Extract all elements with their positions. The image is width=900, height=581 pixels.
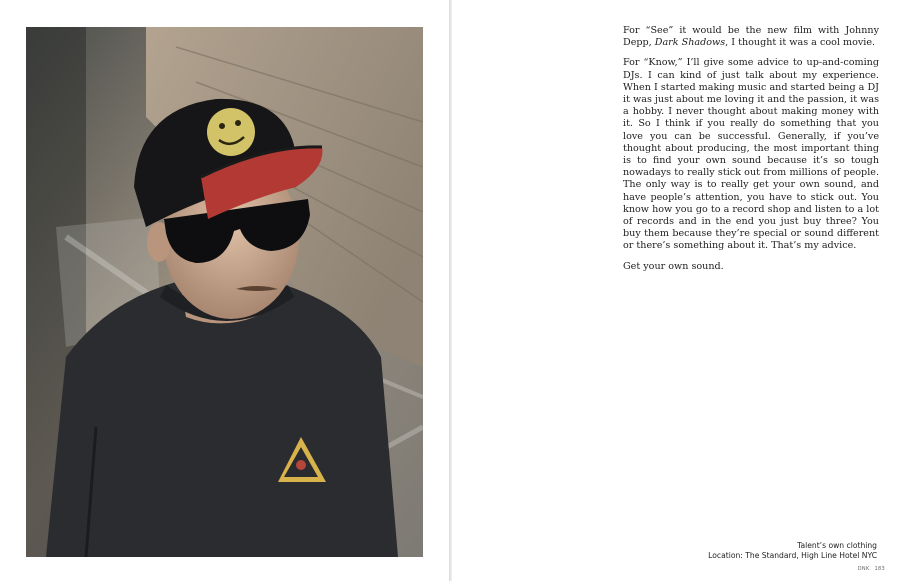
left-page [0,0,449,581]
credit-clothing: Talent’s own clothing [797,541,877,550]
film-title: Dark Shadows [654,37,726,49]
article-paragraph-see [623,25,879,49]
credit-location: Location: The Standard, High Line Hotel NYC [708,551,877,560]
portrait-photo [26,27,423,557]
article-text [623,25,879,281]
portrait-illustration [26,27,423,557]
article-paragraph-know: For “Know,” I’ll give some advice to up-and-coming DJs. I can kind of just talk about my experience. When I started making music and started being a DJ it was just about me loving it and the passion, it was a hobby. I never thought about making money with it. So I think if you really do something that you love you can be successful. Generally, if you’ve thought about producing, the most important thing is to find your own sound because it’s so tough nowadays to really stick out from millions of people. The only way is to really get your own sound, and have people’s attention, you have to stick out. You know how you go to a record shop and listen to a lot of records and in the end you just buy three? You buy them because they’re special or sound different or there’s something about it. That’s my advice. [623,57,879,252]
folio-page-number: 183 [874,566,885,572]
paragraph-text: , I thought it was a cool movie. [725,37,876,49]
photo-credits [577,541,877,561]
page-folio [853,566,885,572]
article-paragraph-closing: Get your own sound. [623,260,724,272]
folio-magazine: DNK [857,566,870,572]
paragraph-text: For “See” it would be the new film with Johnny Depp, [623,25,879,49]
